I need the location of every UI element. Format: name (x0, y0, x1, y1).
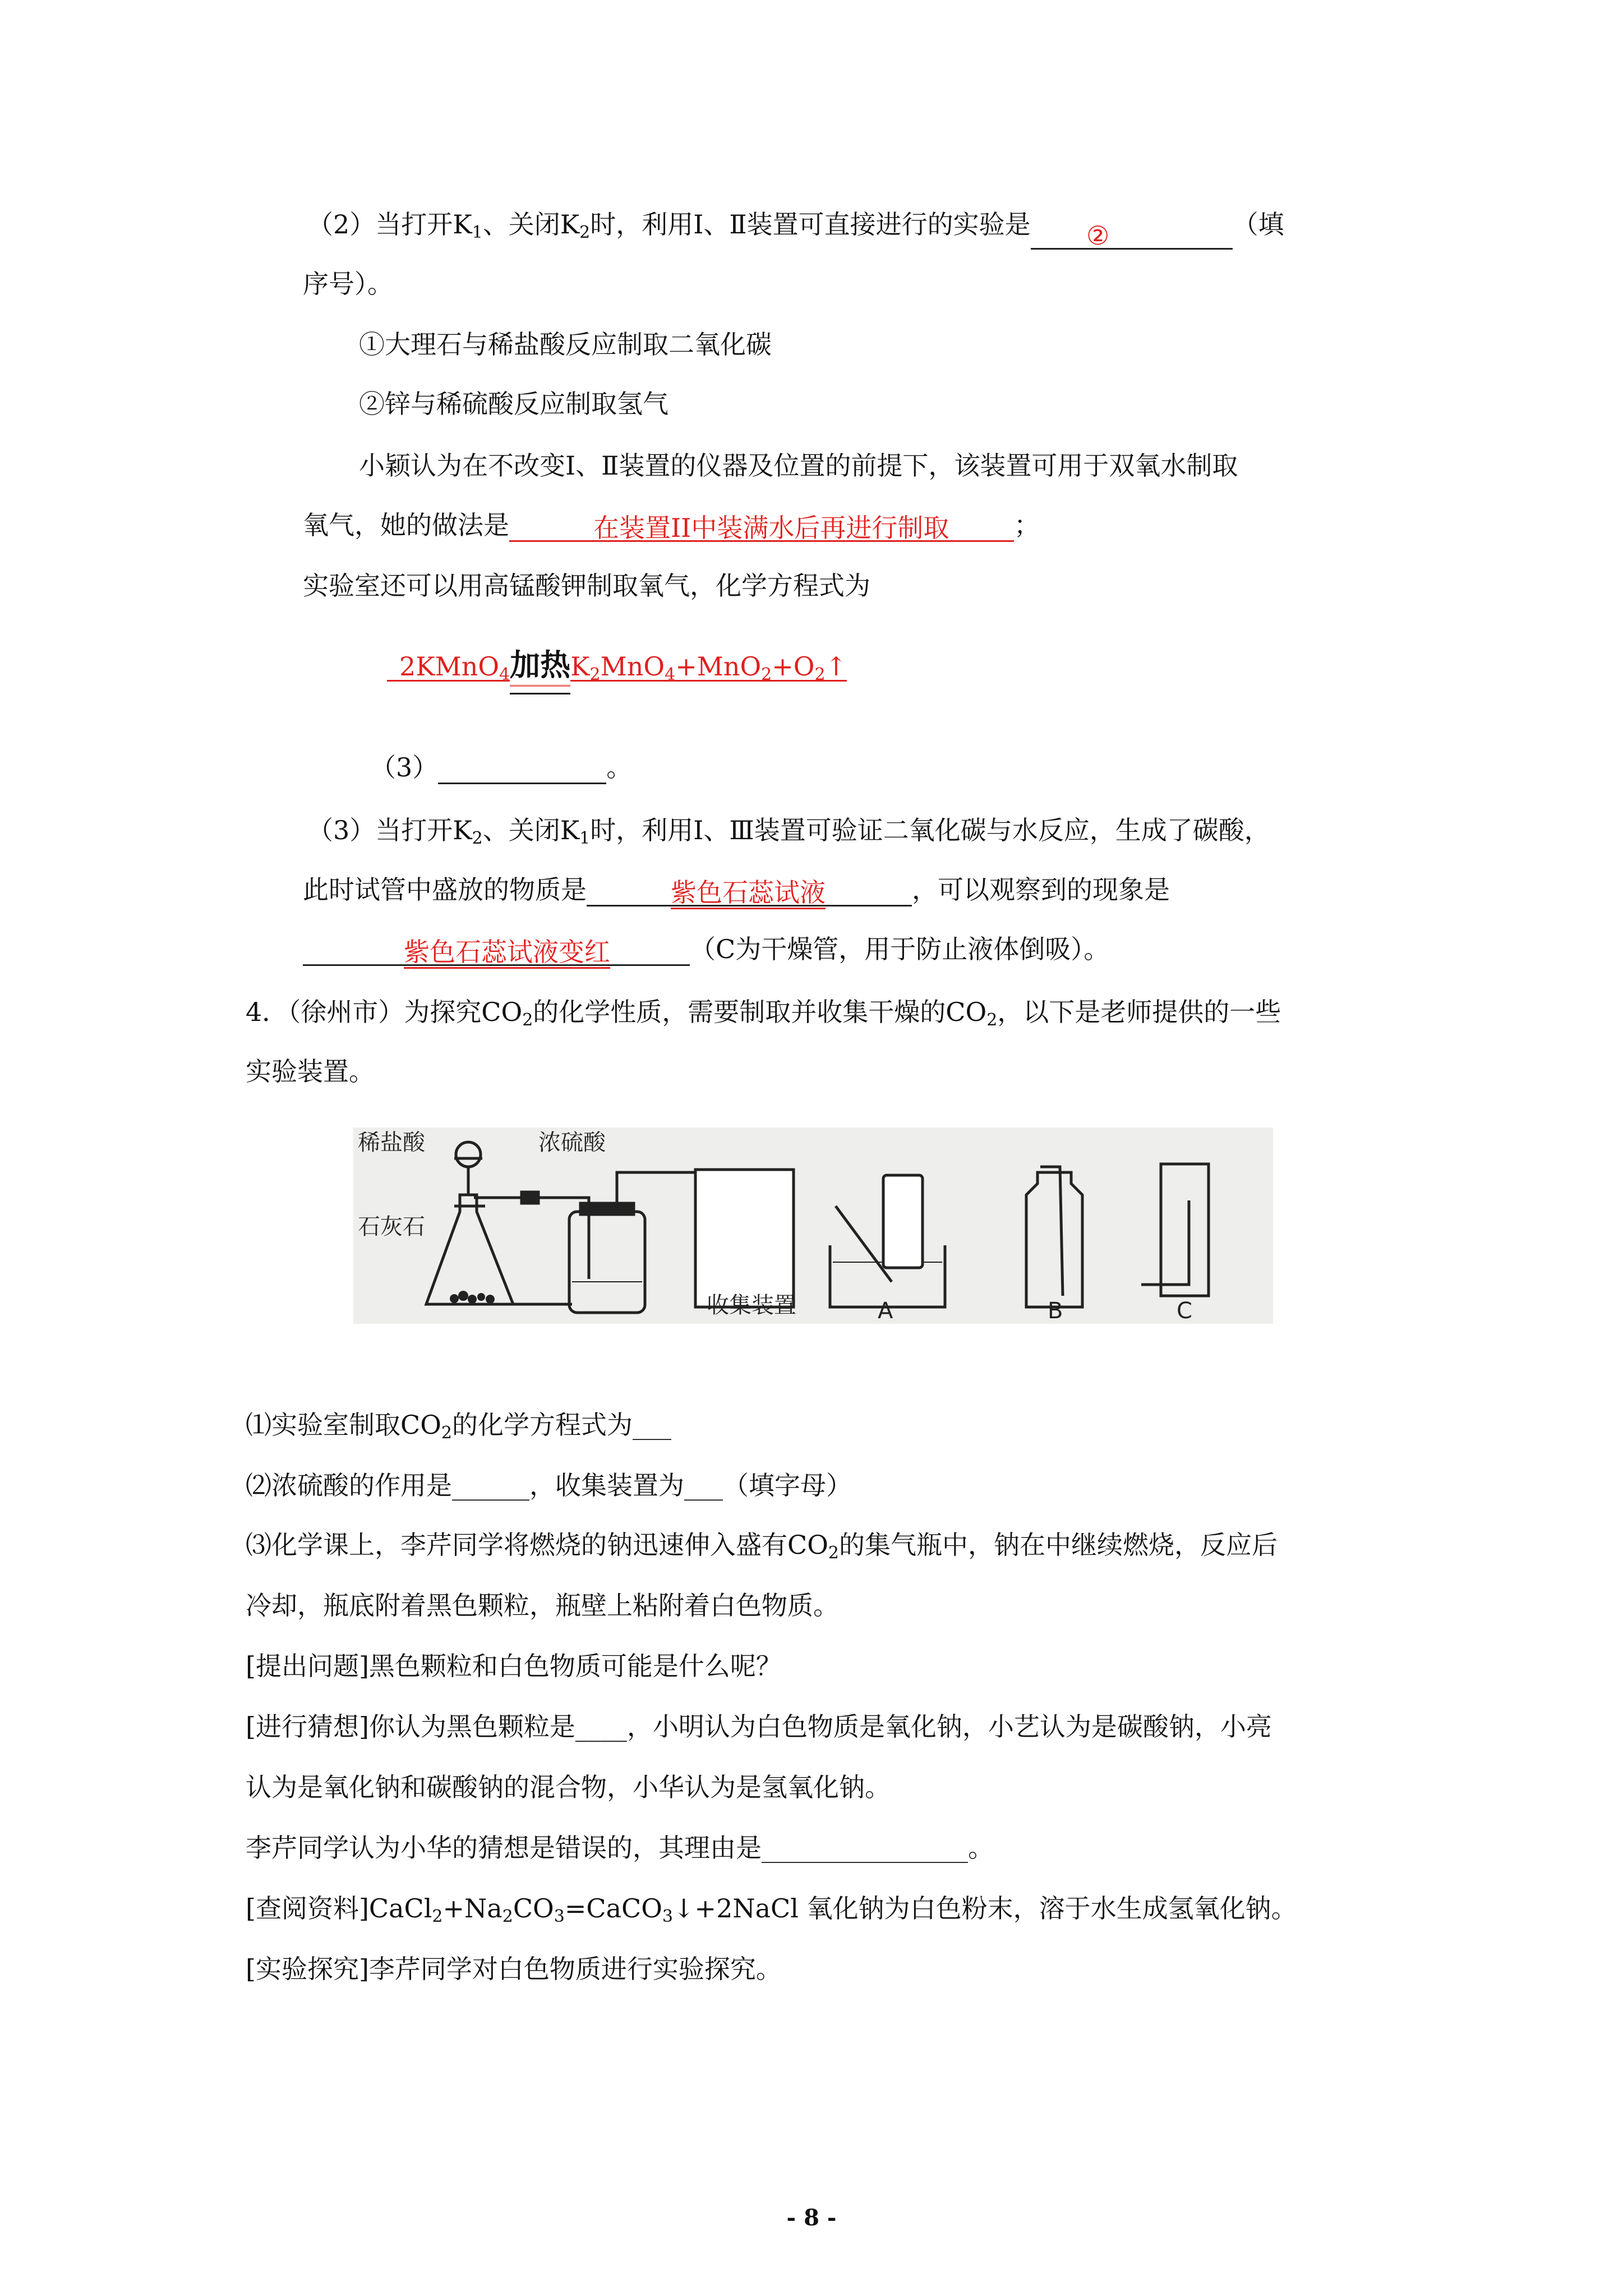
q2-option2: ②锌与稀硫酸反应制取氢气 (359, 389, 668, 419)
q2-para2-answer-blank: 在装置II中装满水后再进行制取 (509, 511, 1014, 542)
q4-s2: ⑵浓硫酸的作用是______，收集装置为___（填字母） (246, 1470, 852, 1501)
q4-info: [查阅资料]$CaCl_2+Na_2CO_3=CaCO_3↓+2NaCl$ 氧化钠为白色粉末，溶于水生成氢氧化钠。 (246, 1893, 1297, 1926)
label-A: A (878, 1298, 893, 1324)
label-collect: 收集装置 (707, 1292, 796, 1318)
q4-explore: [实验探究]李芹同学对白色物质进行实验探究。 (246, 1954, 782, 1984)
equation: 2KMnO$_4$加热 $K_2MnO_4+MnO_2+O_2↑$ (387, 648, 847, 683)
label-acid: 稀盐酸 (358, 1130, 425, 1156)
q4-s1: ⑴实验室制取$CO_2$的化学方程式为___ (246, 1410, 672, 1443)
q3-answer2-blank: 紫色石蕊试液变红 (303, 935, 690, 966)
label-B: B (1048, 1298, 1063, 1324)
q2-option1: ①大理石与稀盐酸反应制取二氧化碳 (359, 329, 772, 360)
q2-line2: 序号）。 (303, 269, 393, 299)
q3-line2: 此时试管中盛放的物质是 紫色石蕊试液 ，可以观察到的现象是 (303, 873, 1170, 907)
page-number: - 8 - (786, 2205, 837, 2231)
q4-guess1: [进行猜想]你认为黑色颗粒是____，小明认为白色物质是氧化钠，小艺认为是碳酸钠，小亮 (246, 1711, 1272, 1742)
reaction-condition: 加热 (510, 648, 570, 682)
q4-line1: 4．（徐州市）为探究$CO_2$的化学性质，需要制取并收集干燥的$CO_2$，以下是老师提供的一些 (246, 997, 1281, 1030)
apparatus-figure (353, 1128, 1273, 1324)
q2-para2: 氧气，她的做法是 在装置II中装满水后再进行制取 ； (303, 510, 1040, 543)
q2-para1: 小颖认为在不改变Ⅰ、Ⅱ装置的仪器及位置的前提下，该装置可用于双氧水制取 (359, 450, 1238, 481)
label-C: C (1177, 1298, 1192, 1324)
q3-line3: 紫色石蕊试液变红 （C为干燥管，用于防止液体倒吸）。 (303, 932, 1109, 966)
q2-sub3: （3） 。 (370, 751, 632, 784)
label-stone: 石灰石 (358, 1214, 425, 1240)
q2-line1: （2）当打开$K_1$、关闭$K_2$时，利用Ⅰ、Ⅱ装置可直接进行的实验是 ② （填 (307, 209, 1284, 251)
q2-answer-blank: ② (1031, 219, 1233, 250)
q3-line1: （3）当打开$K_2$、关闭$K_1$时，利用Ⅰ、Ⅲ装置可验证二氧化碳与水反应，生成了碳酸， (307, 815, 1270, 848)
q4-s3-line2: 冷却，瓶底附着黑色颗粒，瓶壁上粘附着白色物质。 (246, 1590, 839, 1621)
q4-s3-line1: ⑶化学课上，李芹同学将燃烧的钠迅速伸入盛有$CO_2$的集气瓶中，钠在中继续燃烧，反应后 (246, 1530, 1278, 1563)
q4-line2: 实验装置。 (246, 1056, 375, 1087)
q4-reason: 李芹同学认为小华的猜想是错误的，其理由是________________。 (246, 1833, 994, 1863)
label-sulfuric: 浓硫酸 (538, 1130, 606, 1156)
q4-guess2: 认为是氧化钠和碳酸钠的混合物，小华认为是氢氧化钠。 (246, 1772, 891, 1802)
apparatus-diagram (353, 1128, 1273, 1324)
q4-ask: [提出问题]黑色颗粒和白色物质可能是什么呢？ (246, 1651, 782, 1681)
sub3-blank (438, 753, 606, 784)
q3-answer1-blank: 紫色石蕊试液 (587, 876, 912, 907)
q2-para3: 实验室还可以用高锰酸钾制取氧气，化学方程式为 (303, 570, 870, 601)
